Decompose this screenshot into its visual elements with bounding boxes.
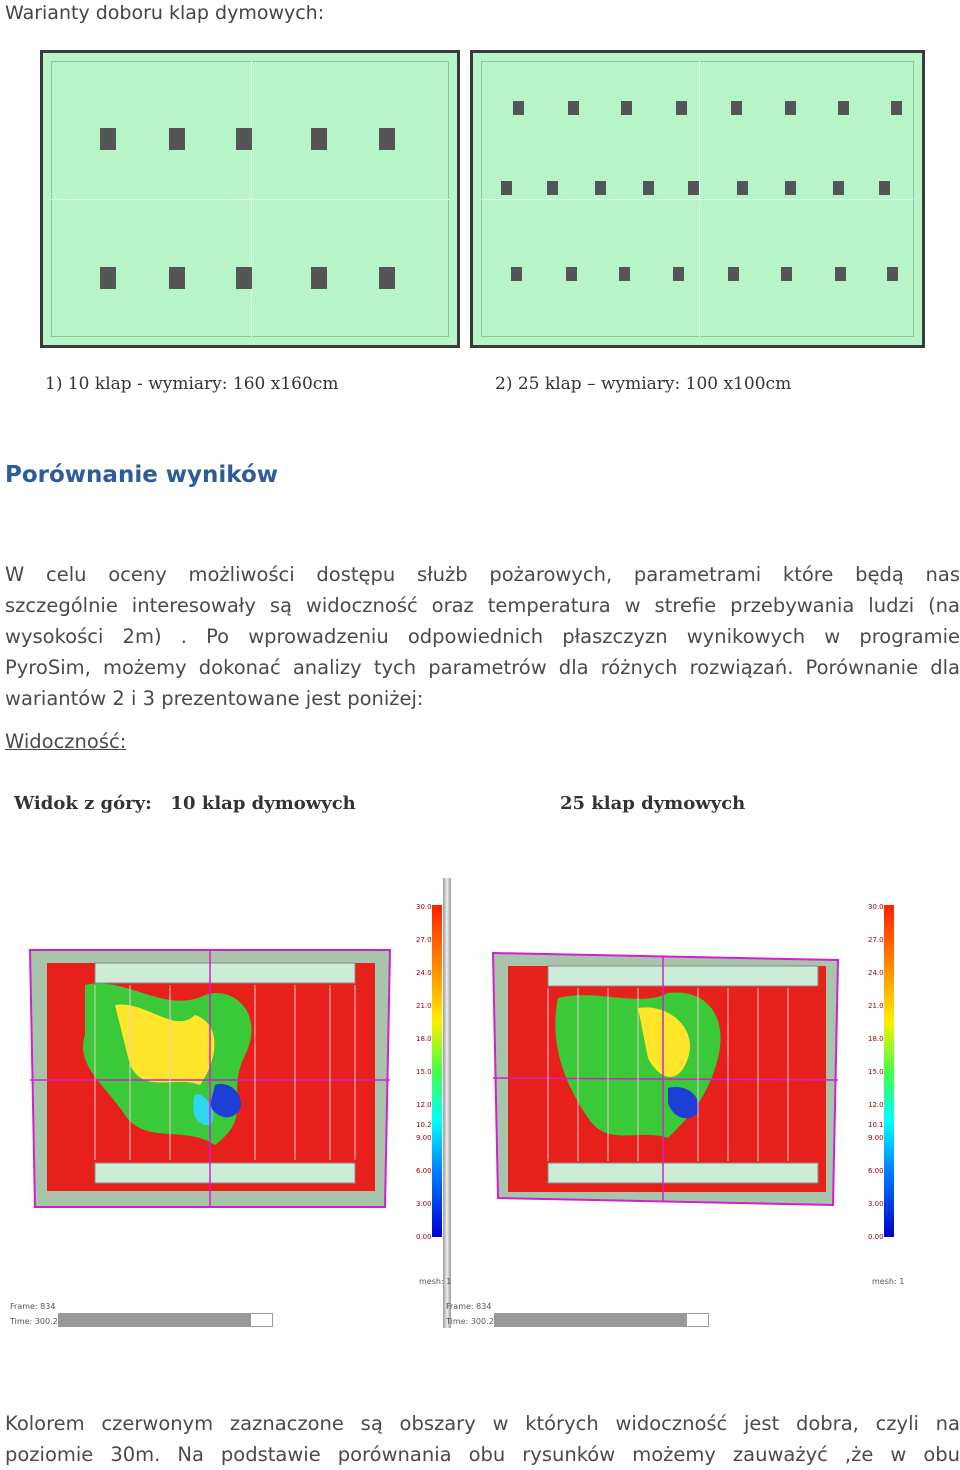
visibility-sim-10 bbox=[25, 945, 395, 1210]
variant2-caption: 2) 25 klap – wymiary: 100 x100cm bbox=[495, 374, 792, 394]
scale-tick-label: 21.0 bbox=[416, 1002, 432, 1010]
vent-plan-25 bbox=[470, 50, 925, 348]
smoke-vent bbox=[781, 267, 792, 281]
paragraph-line-1: W celu oceny możliwości dostępu służb pożarowych, parametrami które będą nas bbox=[5, 563, 960, 586]
scale-tick-label: 10.2 bbox=[416, 1121, 432, 1129]
scale-tick-label: 0.00 bbox=[416, 1233, 432, 1241]
smoke-vent bbox=[236, 267, 252, 289]
smoke-vent bbox=[838, 101, 849, 115]
smoke-vent bbox=[501, 181, 512, 195]
frame-progress-right-fill bbox=[495, 1314, 687, 1326]
frame-progress-right[interactable] bbox=[494, 1313, 709, 1327]
section-title: Porównanie wyników bbox=[5, 462, 279, 488]
sim-label-right: 25 klap dymowych bbox=[560, 793, 746, 814]
smoke-vent bbox=[688, 181, 699, 195]
smoke-vent bbox=[311, 267, 327, 289]
scale-tick-label: 30.0 bbox=[868, 903, 884, 911]
smoke-vent bbox=[887, 267, 898, 281]
smoke-vent bbox=[169, 267, 185, 289]
paragraph-line-3: wysokości 2m) . Po wprowadzeniu odpowiednich płaszczyzn wynikowych w programie bbox=[5, 625, 960, 648]
scale-tick-label: 3.00 bbox=[868, 1200, 884, 1208]
smoke-vent bbox=[100, 128, 116, 150]
variant1-caption: 1) 10 klap - wymiary: 160 x160cm bbox=[45, 374, 339, 394]
scale-tick-label: 12.0 bbox=[868, 1101, 884, 1109]
smoke-vent bbox=[728, 267, 739, 281]
smoke-vent bbox=[568, 101, 579, 115]
smoke-vent bbox=[236, 128, 252, 150]
smoke-vent bbox=[100, 267, 116, 289]
smoke-vent bbox=[673, 267, 684, 281]
smoke-vent bbox=[379, 128, 395, 150]
bottom-line-1: Kolorem czerwonym zaznaczone są obszary w których widoczność jest dobra, czyli na bbox=[5, 1412, 960, 1435]
smoke-vent bbox=[891, 101, 902, 115]
smoke-vent bbox=[513, 101, 524, 115]
scale-tick-label: 15.0 bbox=[868, 1068, 884, 1076]
mesh-label-right: mesh: 1 bbox=[872, 1277, 905, 1286]
smoke-vent bbox=[785, 101, 796, 115]
frame-progress-left[interactable] bbox=[58, 1313, 273, 1327]
divider-pole bbox=[443, 878, 451, 1328]
paragraph-line-4: PyroSim, możemy dokonać analizy tych parametrów dla różnych rozwiązań. Porównanie dla bbox=[5, 656, 960, 679]
scale-tick-label: 15.0 bbox=[416, 1068, 432, 1076]
scale-tick-label: 21.0 bbox=[868, 1002, 884, 1010]
vent-plan-10 bbox=[40, 50, 460, 348]
smoke-vent bbox=[833, 181, 844, 195]
mesh-label-left: mesh: 1 bbox=[419, 1277, 452, 1286]
scale-tick-label: 27.0 bbox=[416, 936, 432, 944]
smoke-vent bbox=[547, 181, 558, 195]
scale-tick-label: 24.0 bbox=[416, 969, 432, 977]
scale-tick-label: 18.0 bbox=[416, 1035, 432, 1043]
visibility-heading: Widoczność: bbox=[5, 730, 127, 753]
color-scale-right bbox=[884, 905, 894, 1237]
smoke-vent bbox=[785, 181, 796, 195]
color-scale-left bbox=[432, 905, 442, 1237]
smoke-vent bbox=[169, 128, 185, 150]
scale-tick-label: 10.1 bbox=[868, 1121, 884, 1129]
smoke-vent bbox=[879, 181, 890, 195]
time-label-left: Time: 300.2 bbox=[10, 1317, 58, 1326]
frame-label-right: Frame: 834 bbox=[446, 1302, 492, 1311]
scale-tick-label: 6.00 bbox=[868, 1167, 884, 1175]
scale-tick-label: 24.0 bbox=[868, 969, 884, 977]
scale-tick-label: 27.0 bbox=[868, 936, 884, 944]
scale-tick-label: 12.0 bbox=[416, 1101, 432, 1109]
smoke-vent bbox=[643, 181, 654, 195]
smoke-vent bbox=[311, 128, 327, 150]
smoke-vent bbox=[511, 267, 522, 281]
frame-label-left: Frame: 834 bbox=[10, 1302, 56, 1311]
smoke-vent bbox=[731, 101, 742, 115]
smoke-vent bbox=[566, 267, 577, 281]
scale-tick-label: 6.00 bbox=[416, 1167, 432, 1175]
sim-label-left: Widok z góry: 10 klap dymowych bbox=[14, 793, 356, 814]
scale-tick-label: 18.0 bbox=[868, 1035, 884, 1043]
smoke-vent bbox=[379, 267, 395, 289]
scale-tick-label: 30.0 bbox=[416, 903, 432, 911]
smoke-vent bbox=[835, 267, 846, 281]
paragraph-line-2: szczególnie interesowały są widoczność oraz temperatura w strefie przebywania ludzi (na bbox=[5, 594, 960, 617]
scale-tick-label: 3.00 bbox=[416, 1200, 432, 1208]
bottom-line-2: poziomie 30m. Na podstawie porównania obu rysunków możemy zauważyć ,że w obu bbox=[5, 1443, 960, 1466]
visibility-sim-25 bbox=[488, 948, 843, 1208]
smoke-vent bbox=[595, 181, 606, 195]
smoke-vent bbox=[621, 101, 632, 115]
smoke-vent bbox=[619, 267, 630, 281]
intro-text: Warianty doboru klap dymowych: bbox=[5, 2, 325, 24]
frame-progress-left-fill bbox=[59, 1314, 251, 1326]
paragraph-line-5: wariantów 2 i 3 prezentowane jest poniżej: bbox=[5, 687, 424, 710]
scale-tick-label: 9.00 bbox=[868, 1134, 884, 1142]
time-label-right: Time: 300.2 bbox=[446, 1317, 494, 1326]
scale-tick-label: 9.00 bbox=[416, 1134, 432, 1142]
scale-tick-label: 0.00 bbox=[868, 1233, 884, 1241]
smoke-vent bbox=[737, 181, 748, 195]
smoke-vent bbox=[676, 101, 687, 115]
